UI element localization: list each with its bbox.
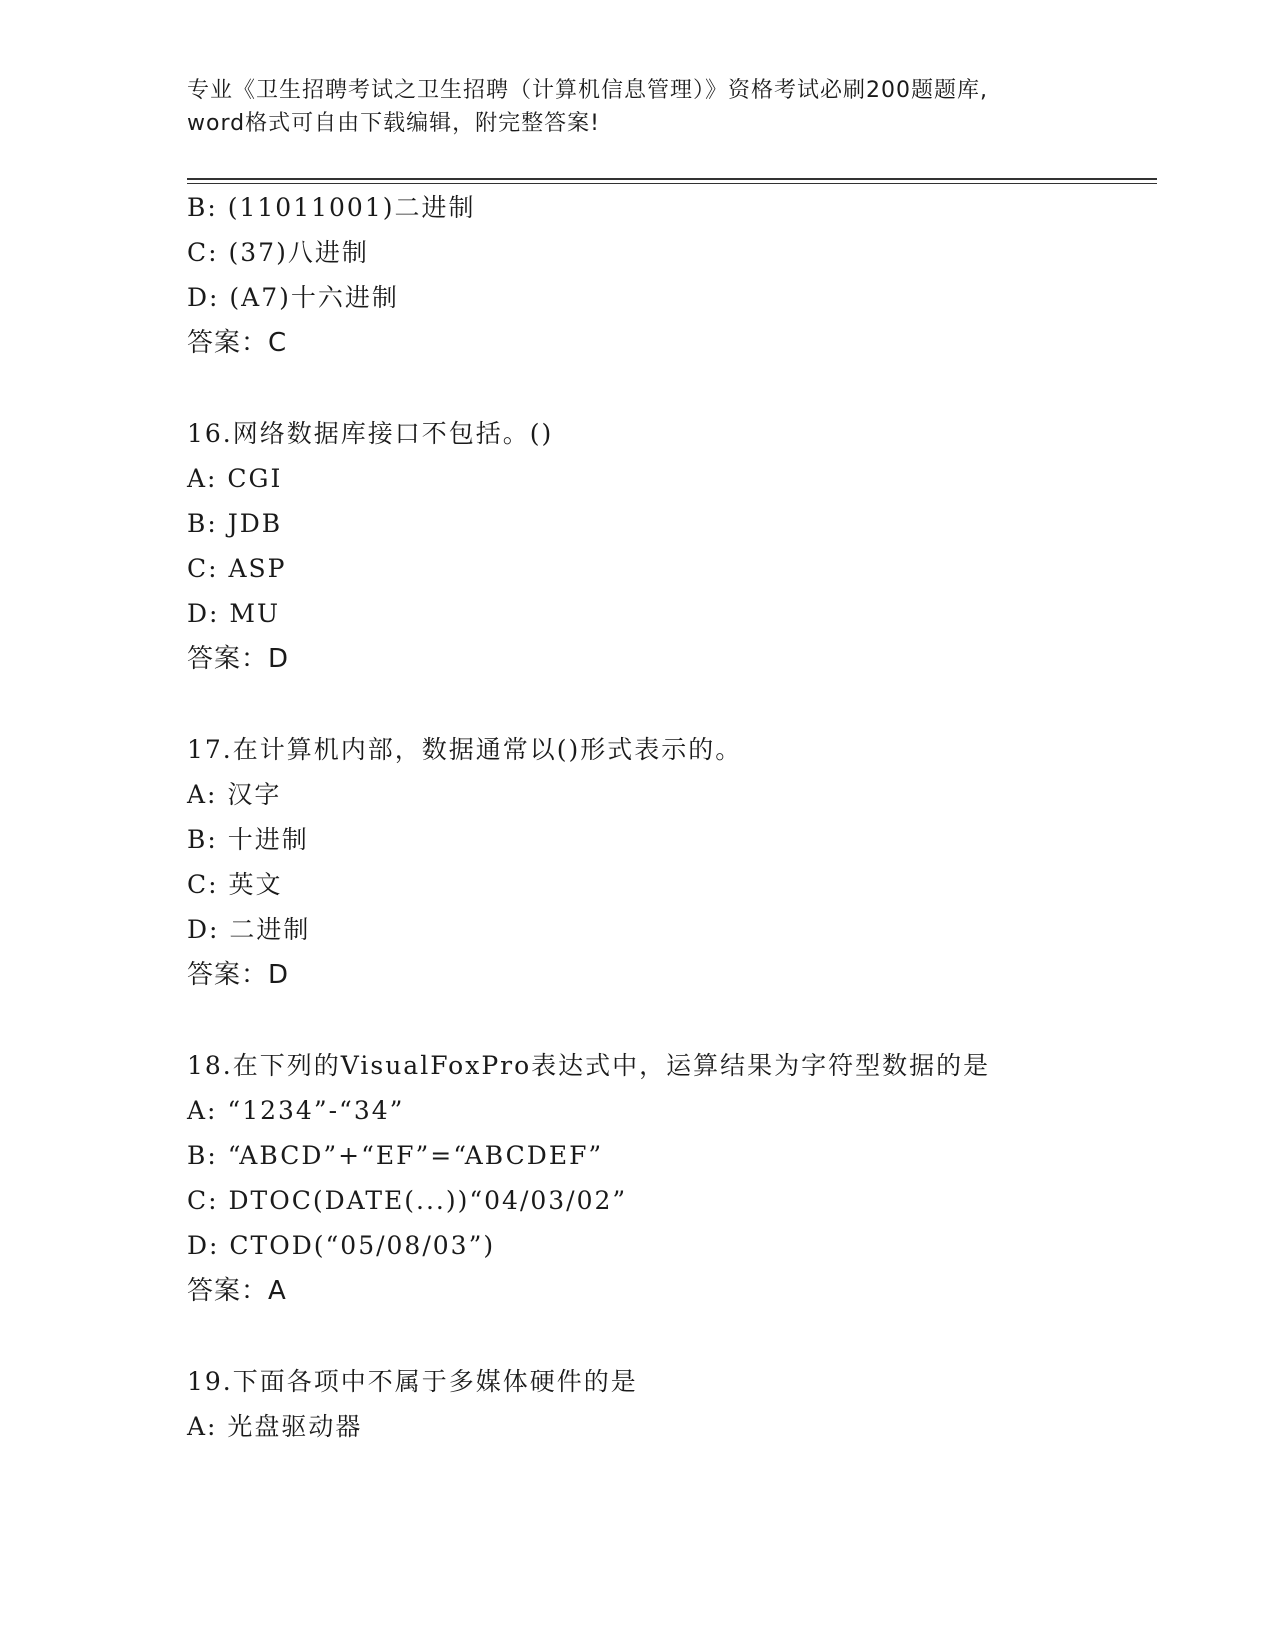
q18-question: 18.在下列的VisualFoxPro表达式中，运算结果为字符型数据的是 <box>187 1051 991 1080</box>
q17-option-b: B: 十进制 <box>187 825 309 854</box>
q16-option-b: B: JDB <box>187 509 283 538</box>
q17-question: 17.在计算机内部，数据通常以()形式表示的。 <box>187 735 743 764</box>
q19-option-a: A: 光盘驱动器 <box>187 1412 363 1441</box>
q15-option-b: B: (11011001)二进制 <box>187 193 476 222</box>
q19-question: 19.下面各项中不属于多媒体硬件的是 <box>187 1367 638 1396</box>
q15-option-d: D: (A7)十六进制 <box>187 283 399 312</box>
q16-question: 16.网络数据库接口不包括。() <box>187 419 554 448</box>
q18-option-d: D: CTOD(“05/08/03”) <box>187 1231 496 1260</box>
q17-option-d: D: 二进制 <box>187 915 311 944</box>
q16-option-c: C: ASP <box>187 554 287 583</box>
q18-option-a: A: “1234”-“34” <box>187 1096 405 1125</box>
header-divider-bottom <box>187 183 1157 184</box>
q17-answer: 答案：D <box>187 960 290 990</box>
q16-option-a: A: CGI <box>187 464 283 493</box>
q17-option-a: A: 汉字 <box>187 780 282 809</box>
header-line-2: word格式可自由下载编辑，附完整答案! <box>187 111 600 136</box>
q16-option-d: D: MU <box>187 599 281 628</box>
header-divider-top <box>187 178 1157 180</box>
header-line-1: 专业《卫生招聘考试之卫生招聘（计算机信息管理）》资格考试必刷200题题库, <box>187 78 988 103</box>
q18-option-c: C: DTOC(DATE(...))“04/03/02” <box>187 1186 628 1215</box>
q16-answer: 答案：D <box>187 644 290 674</box>
q15-option-c: C: (37)八进制 <box>187 238 369 267</box>
document-header <box>187 74 1087 140</box>
q18-answer: 答案：A <box>187 1276 287 1306</box>
q17-option-c: C: 英文 <box>187 870 283 899</box>
q15-answer: 答案：C <box>187 328 288 358</box>
q18-option-b: B: “ABCD”+“EF”=“ABCDEF” <box>187 1141 604 1170</box>
